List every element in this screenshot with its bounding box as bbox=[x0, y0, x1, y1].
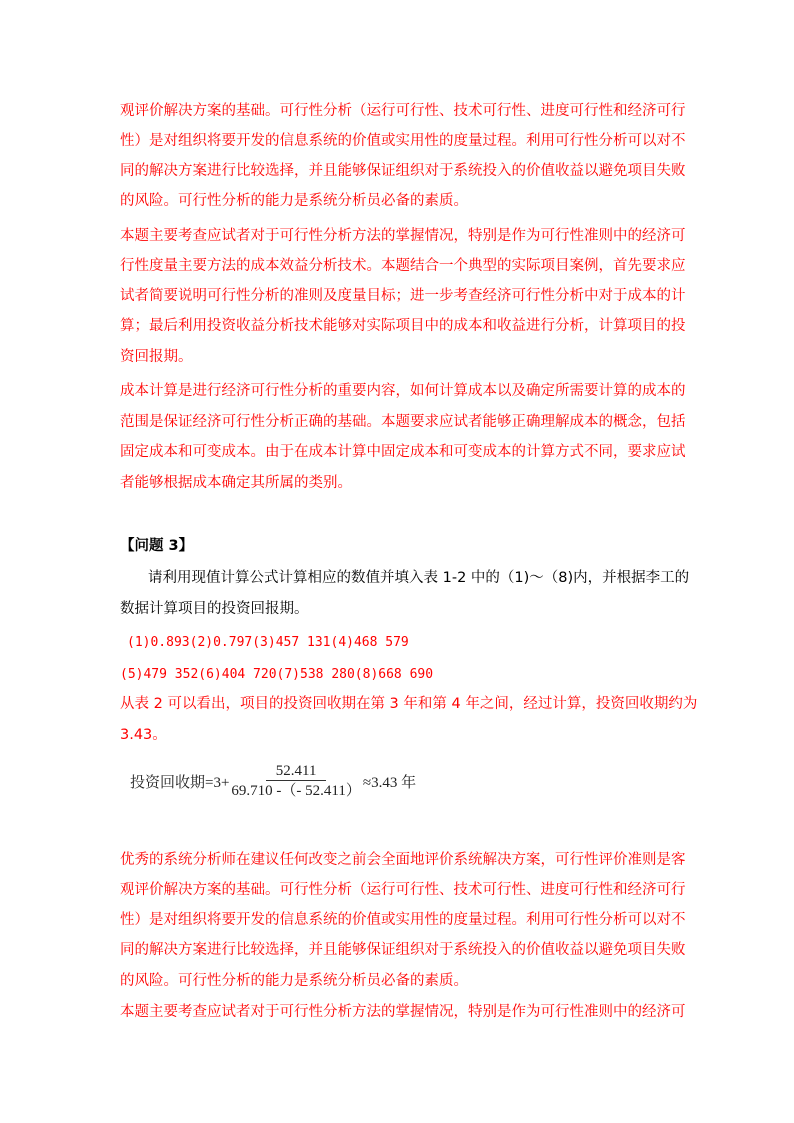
text-line: 的风险。可行性分析的能力是系统分析员必备的素质。 bbox=[120, 193, 468, 209]
text-line: 性）是对组织将要开发的信息系统的价值或实用性的度量过程。利用可行性分析可以对不 bbox=[120, 133, 686, 149]
formula-lhs: 投资回收期=3+ bbox=[130, 775, 230, 791]
conclusion-line: 从表 2 可以看出，项目的投资回收期在第 3 年和第 4 年之间，经过计算，投资回收期约为 bbox=[120, 696, 698, 712]
formula-denominator: 69.710 -（- 52.411） bbox=[231, 783, 361, 799]
answer-line: (5)479 352(6)404 720(7)538 280(8)668 690 bbox=[120, 667, 434, 682]
text-line: 观评价解决方案的基础。可行性分析（运行可行性、技术可行性、进度可行性和经济可行 bbox=[120, 882, 686, 898]
formula-fraction bbox=[231, 762, 360, 801]
text-line: 算；最后利用投资收益分析技术能够对实际项目中的成本和收益进行分析，计算项目的投 bbox=[120, 318, 686, 334]
answer-line: (1)0.893(2)0.797(3)457 131(4)468 579 bbox=[127, 635, 409, 650]
text-line: 成本计算是进行经济可行性分析的重要内容，如何计算成本以及确定所需要计算的成本的 bbox=[120, 383, 686, 399]
payback-formula bbox=[130, 762, 416, 801]
text-line: 固定成本和可变成本。由于在成本计算中固定成本和可变成本的计算方式不同，要求应试 bbox=[120, 444, 686, 460]
text-line: 同的解决方案进行比较选择，并且能够保证组织对于系统投入的价值收益以避免项目失败 bbox=[120, 942, 686, 958]
question-text: 数据计算项目的投资回报期。 bbox=[120, 601, 309, 617]
text-line: 试者简要说明可行性分析的准则及度量目标；进一步考查经济可行性分析中对于成本的计 bbox=[120, 288, 686, 304]
text-line: 同的解决方案进行比较选择，并且能够保证组织对于系统投入的价值收益以避免项目失败 bbox=[120, 163, 686, 179]
text-line: 优秀的系统分析师在建议任何改变之前会全面地评价系统解决方案，可行性评价准则是客 bbox=[120, 852, 686, 868]
formula-rhs: ≈3.43 年 bbox=[362, 775, 417, 791]
text-line: 观评价解决方案的基础。可行性分析（运行可行性、技术可行性、进度可行性和经济可行 bbox=[120, 103, 686, 119]
text-line: 本题主要考查应试者对于可行性分析方法的掌握情况，特别是作为可行性准则中的经济可 bbox=[120, 228, 686, 244]
text-line: 资回报期。 bbox=[120, 349, 193, 365]
question-text: 请利用现值计算公式计算相应的数值并填入表 1-2 中的（1)～（8)内，并根据李工的 bbox=[148, 570, 690, 586]
formula-numerator: 52.411 bbox=[266, 762, 327, 781]
conclusion-line: 3.43。 bbox=[120, 727, 167, 743]
text-line: 本题主要考查应试者对于可行性分析方法的掌握情况，特别是作为可行性准则中的经济可 bbox=[120, 1004, 686, 1020]
text-line: 者能够根据成本确定其所属的类别。 bbox=[120, 475, 352, 491]
question-heading: 【问题 3】 bbox=[120, 538, 194, 554]
text-line: 行性度量主要方法的成本效益分析技术。本题结合一个典型的实际项目案例，首先要求应 bbox=[120, 258, 686, 274]
text-line: 范围是保证经济可行性分析正确的基础。本题要求应试者能够正确理解成本的概念，包括 bbox=[120, 414, 686, 430]
text-line: 的风险。可行性分析的能力是系统分析员必备的素质。 bbox=[120, 973, 468, 989]
text-line: 性）是对组织将要开发的信息系统的价值或实用性的度量过程。利用可行性分析可以对不 bbox=[120, 912, 686, 928]
